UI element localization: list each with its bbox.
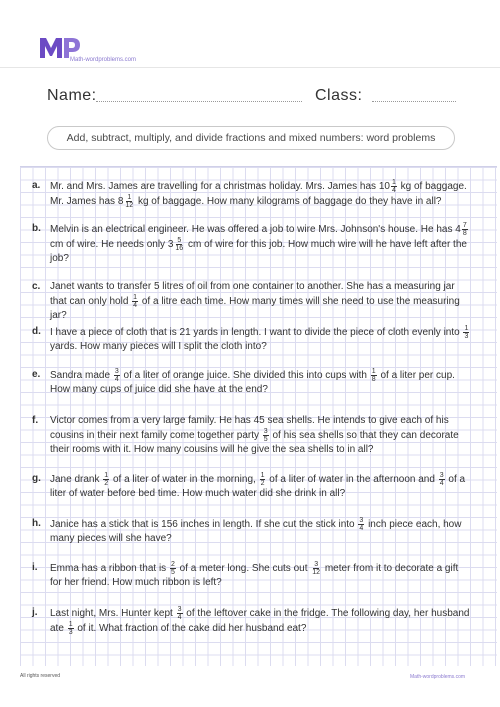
question-label: f. xyxy=(32,415,39,426)
numerator: 1 xyxy=(133,294,138,301)
question-text: Janice has a stick that is 156 inches in length. If she cut the stick into xyxy=(50,519,358,531)
question-label: i. xyxy=(32,562,38,573)
numerator: 1 xyxy=(464,325,469,332)
numerator: 1 xyxy=(371,368,376,375)
denominator: 2 xyxy=(104,480,109,487)
denominator: 12 xyxy=(312,569,321,576)
question-d xyxy=(32,325,472,354)
question-text: Last night, Mrs. Hunter kept xyxy=(50,608,176,620)
question-text: Mr. and Mrs. James are travelling for a christmas holiday. Mrs. James has xyxy=(50,181,379,193)
question-label: j. xyxy=(32,607,38,618)
question-e xyxy=(32,368,472,397)
question-text: Sandra made xyxy=(50,370,113,382)
header-divider xyxy=(0,67,500,68)
question-text: cm of wire for this job. How much wire will he have left after the job? xyxy=(50,239,467,265)
question-text: Melvin is an electrical engineer. He was offered a job to wire Mrs. Johnson's house. He has xyxy=(50,224,456,236)
question-label: d. xyxy=(32,326,41,337)
numerator: 1 xyxy=(127,194,132,202)
fraction xyxy=(371,368,377,383)
denominator: 5 xyxy=(263,436,268,443)
fraction xyxy=(68,621,74,636)
question-h xyxy=(32,517,472,546)
question-text: Emma has a ribbon that is xyxy=(50,563,169,575)
denominator: 2 xyxy=(260,480,265,487)
question-text: of his sea shells so that they can decorate their rooms with it. How many cousins will he give the sea shells to in all? xyxy=(50,430,459,456)
footer-site: Math-wordproblems.com xyxy=(410,674,466,680)
class-line xyxy=(372,101,456,102)
name-label: Name: xyxy=(47,87,97,104)
fraction xyxy=(170,561,176,576)
question-text: meter from it to decorate a gift for her friend. How much ribbon is left? xyxy=(50,563,459,589)
question-text: kg of baggage. Mr. James has xyxy=(50,181,467,208)
question-text: cm of wire. He needs only xyxy=(50,239,168,251)
numerator: 3 xyxy=(314,561,319,568)
question-text: of a meter long. She cuts out xyxy=(176,563,311,575)
mixed-whole: 3 xyxy=(167,239,174,251)
question-text: I have a piece of cloth that is 21 yards in length. I want to divide the piece of cloth evenly into xyxy=(50,327,463,339)
question-b xyxy=(32,222,472,266)
question-text: yards. How many pieces will I split the cloth into? xyxy=(50,341,267,353)
fraction xyxy=(114,368,120,383)
question-g xyxy=(32,472,472,501)
question-i xyxy=(32,561,472,590)
numerator: 3 xyxy=(439,472,444,479)
question-j xyxy=(32,606,472,636)
question-f xyxy=(32,414,472,457)
question-text: of a litre each time. How many times will she need to use the measuring jar? xyxy=(50,296,460,322)
fraction xyxy=(177,606,183,621)
denominator: 4 xyxy=(359,525,364,532)
denominator: 12 xyxy=(125,202,134,210)
name-line xyxy=(96,101,302,102)
fraction xyxy=(463,325,469,340)
numerator: 1 xyxy=(260,472,265,479)
fraction xyxy=(174,237,184,252)
denominator: 4 xyxy=(177,614,182,621)
denominator: 8 xyxy=(371,376,376,383)
numerator: 3 xyxy=(263,428,268,435)
question-text: of a liter of orange juice. She divided this into cups with xyxy=(120,370,370,382)
numerator: 3 xyxy=(114,368,119,375)
question-text: Jane drank xyxy=(50,474,103,486)
denominator: 16 xyxy=(175,245,184,253)
question-label: h. xyxy=(32,518,41,529)
question-label: g. xyxy=(32,473,41,484)
fraction xyxy=(103,472,109,487)
question-label: a. xyxy=(32,180,41,191)
question-text: of a liter of water in the afternoon and xyxy=(266,474,438,486)
question-label: b. xyxy=(32,223,41,234)
denominator: 4 xyxy=(133,302,138,309)
question-label: e. xyxy=(32,369,41,380)
question-text: of a liter per cup. How many cups of juice did she have at the end? xyxy=(50,370,455,396)
fraction xyxy=(132,294,138,309)
math-wordproblems-logo xyxy=(40,36,80,58)
numerator: 3 xyxy=(359,517,364,524)
denominator: 4 xyxy=(114,376,119,383)
numerator: 1 xyxy=(391,179,396,186)
worksheet-title: Add, subtract, multiply, and divide fractions and mixed numbers: word problems xyxy=(47,126,455,150)
numerator: 1 xyxy=(104,472,109,479)
question-label: c. xyxy=(32,281,41,292)
mixed-whole: 4 xyxy=(455,224,461,236)
numerator: 2 xyxy=(170,561,175,568)
fraction xyxy=(260,472,266,487)
fraction xyxy=(358,517,364,532)
question-a xyxy=(32,179,472,209)
question-text: inch piece each, how many pieces will she have? xyxy=(50,519,462,545)
denominator: 3 xyxy=(68,629,73,637)
denominator: 5 xyxy=(170,569,175,576)
question-text: of the leftover cake in the fridge. The following day, her husband ate xyxy=(50,608,470,635)
footer-rights: All rights reserved xyxy=(20,673,61,679)
question-text: Janet wants to transfer 5 litres of oil from one container to another. She has a measuring jar that can only hold xyxy=(50,281,455,308)
numerator: 5 xyxy=(177,237,182,245)
numerator: 1 xyxy=(68,621,73,629)
denominator: 3 xyxy=(464,333,469,340)
fraction xyxy=(311,561,321,576)
mixed-whole: 8 xyxy=(117,196,124,208)
fraction xyxy=(263,428,269,443)
question-text: Victor comes from a very large family. He has 45 sea shells. He intends to give each of his cousins in their next family come together party xyxy=(50,415,449,442)
class-label: Class: xyxy=(315,87,363,104)
question-text: kg of baggage. How many kilograms of baggage do they have in all? xyxy=(135,196,442,208)
question-text: of it. What fraction of the cake did her husband eat? xyxy=(74,623,307,635)
numerator: 3 xyxy=(177,606,182,613)
fraction xyxy=(391,179,397,194)
question-text: of a liter of water in the morning, xyxy=(110,474,259,486)
fraction xyxy=(462,222,468,237)
denominator: 4 xyxy=(391,187,396,194)
question-c xyxy=(32,280,472,323)
denominator: 8 xyxy=(462,230,467,237)
numerator: 7 xyxy=(462,222,467,229)
fraction xyxy=(439,472,445,487)
denominator: 4 xyxy=(439,480,444,487)
mixed-whole: 10 xyxy=(378,181,390,193)
logo-site-text: Math-wordproblems.com xyxy=(70,57,137,63)
fraction xyxy=(124,194,134,209)
question-text: of a liter of water before bed time. How much water did she drink in all? xyxy=(50,474,466,500)
